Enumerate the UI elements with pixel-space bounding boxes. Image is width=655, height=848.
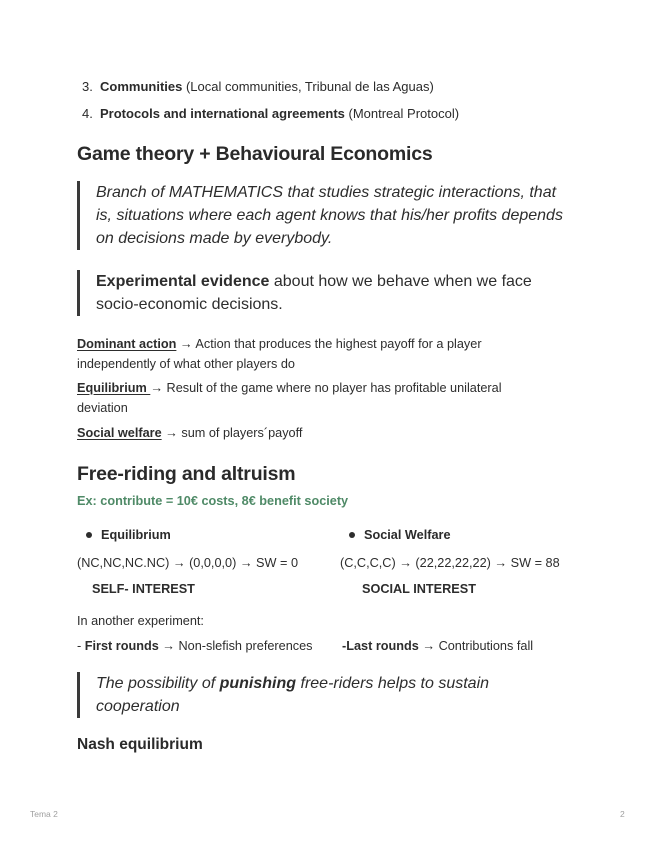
another-experiment-text: In another experiment:	[77, 614, 204, 628]
section-heading-game-theory: Game theory + Behavioural Economics	[77, 143, 433, 165]
list-item	[82, 79, 434, 95]
definition-dominant-action	[77, 335, 547, 374]
quote-bold-text: Experimental evidence	[96, 273, 270, 290]
first-rounds-bold: First rounds	[84, 639, 159, 653]
quote-bold-text: punishing	[219, 675, 297, 692]
quote-block	[77, 181, 576, 250]
section-heading-nash: Nash equilibrium	[77, 736, 203, 753]
definition-social-welfare	[77, 424, 547, 444]
bullet-label: Social Welfare	[364, 528, 451, 542]
social-welfare-formula: (C,C,C,C) → (22,22,22,22) → SW = 88	[340, 556, 560, 570]
list-number: 3.	[82, 79, 93, 94]
quote-block	[77, 672, 556, 718]
definition-term: Dominant action	[77, 337, 177, 351]
social-interest-label: SOCIAL INTEREST	[362, 582, 476, 596]
equilibrium-formula: (NC,NC,NC.NC) → (0,0,0,0) → SW = 0	[77, 556, 299, 570]
list-number: 4.	[82, 106, 93, 121]
definition-text: → Action that produces the highest payoff for a player independently of what other players do	[77, 337, 482, 371]
bullet-dot-icon	[349, 532, 355, 538]
section-heading-free-riding: Free-riding and altruism	[77, 463, 296, 485]
quote-text: free-riders helps to sustain cooperation	[96, 675, 490, 715]
self-interest-label: SELF- INTEREST	[92, 582, 195, 596]
definition-text: → Result of the game where no player has profitable unilateral deviation	[77, 381, 502, 415]
definition-term: Equilibrium	[77, 381, 151, 395]
bullet-dot-icon	[86, 532, 92, 538]
first-rounds-line	[77, 638, 313, 654]
list-item-bold: Protocols and international agreements	[100, 106, 345, 121]
bullet-label: Equilibrium	[101, 528, 171, 542]
first-rounds-prefix: -	[77, 639, 85, 653]
footer-left: Tema 2	[30, 809, 58, 819]
bullet-equilibrium	[86, 528, 171, 542]
page-number: 2	[620, 809, 625, 819]
quote-text: Branch of MATHEMATICS that studies strategic interactions, that is, situations where each agent knows that his/her profits depends on decisions made by everybody.	[96, 184, 563, 247]
definition-equilibrium	[77, 379, 547, 418]
definition-term: Social welfare	[77, 426, 162, 440]
quote-text: about how we behave when we face socio-economic decisions.	[96, 273, 532, 313]
quote-block	[77, 270, 576, 316]
first-rounds-text: → Non-slefish preferences	[158, 639, 313, 653]
quote-text: The possibility of	[96, 675, 220, 692]
last-rounds-text: → Contributions fall	[418, 639, 534, 653]
bullet-social-welfare	[349, 528, 451, 542]
list-item-text: (Local communities, Tribunal de las Aguas)	[182, 79, 434, 94]
list-item-text: (Montreal Protocol)	[344, 106, 460, 121]
last-rounds-bold: -Last rounds	[342, 639, 419, 653]
list-item	[82, 106, 459, 122]
last-rounds-line	[342, 638, 533, 654]
example-line: Ex: contribute = 10€ costs, 8€ benefit society	[77, 494, 349, 508]
list-item-bold: Communities	[100, 79, 183, 94]
definition-text: → sum of players´payoff	[161, 426, 303, 440]
